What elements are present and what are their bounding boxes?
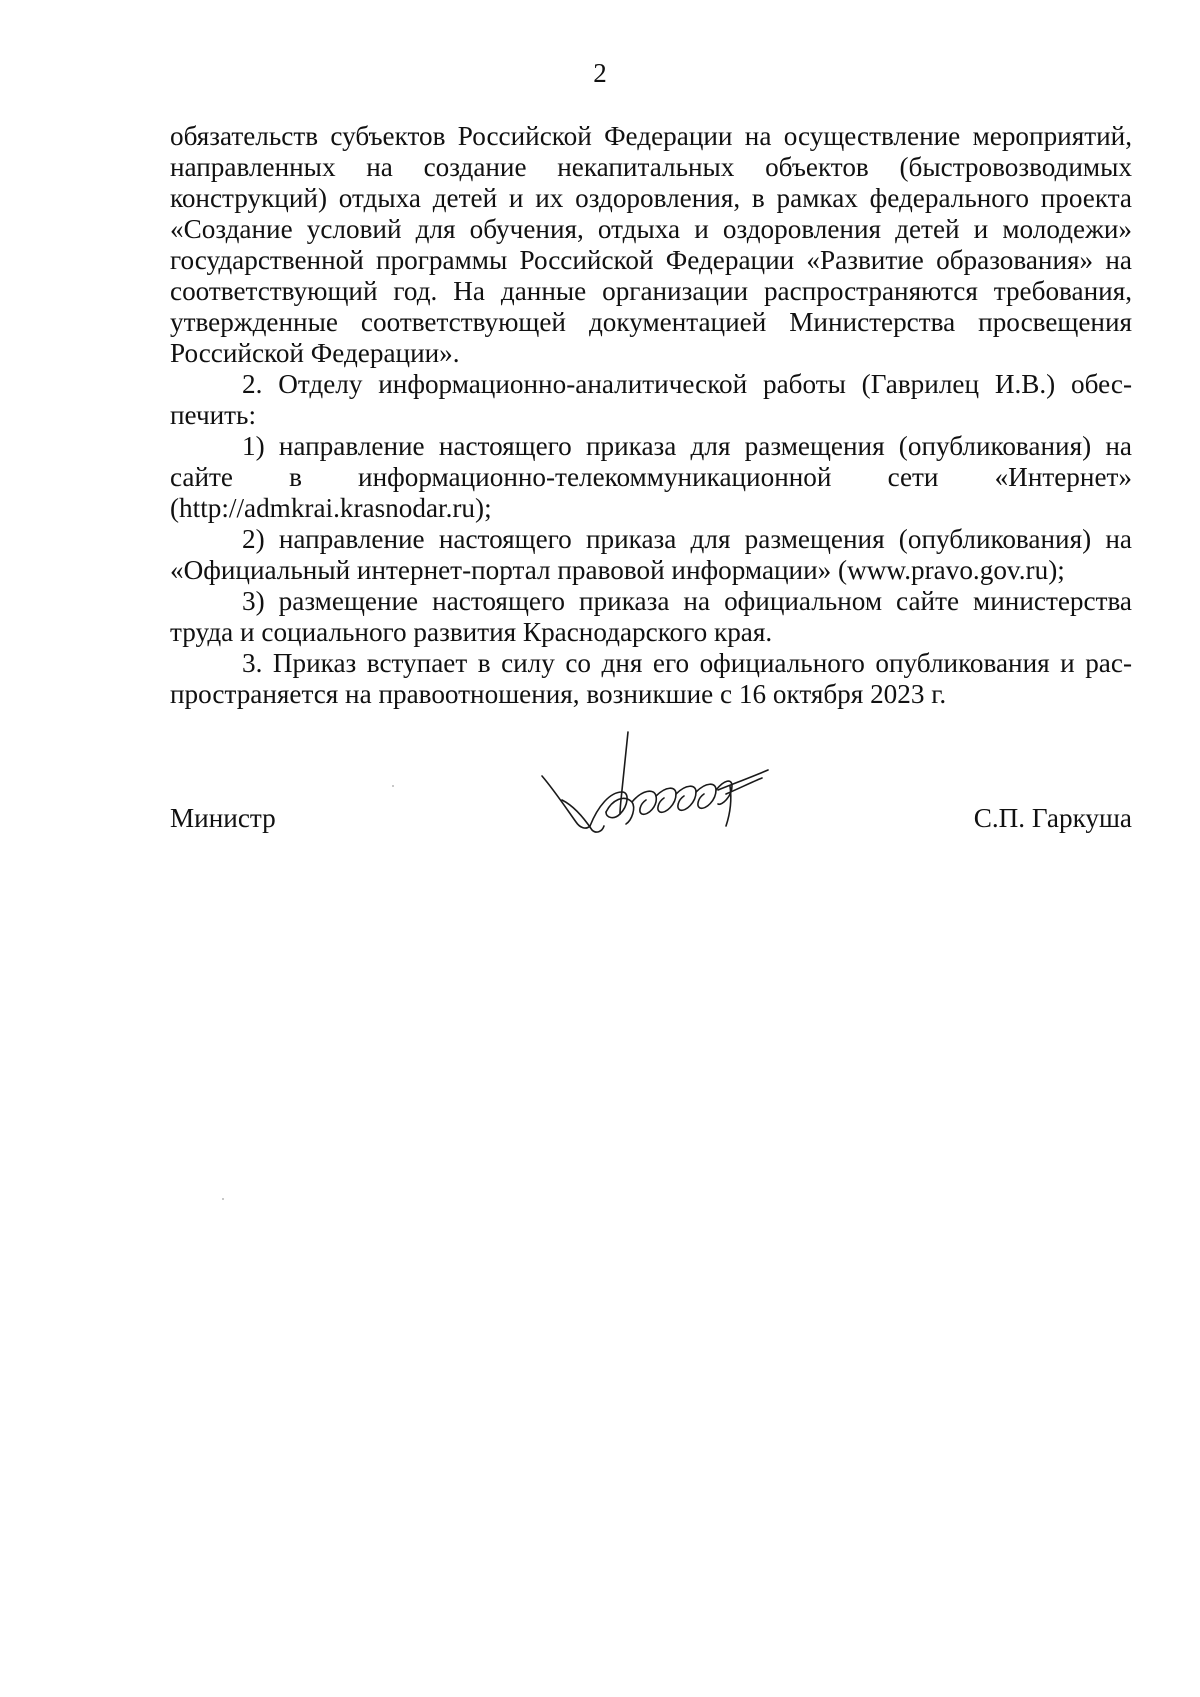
paragraph-subitem-2: 2) направление настоящего приказа для размещения (опубликования) на «Официальный интернет-портал правовой информации» (www.pravo.gov.ru); [170,524,1132,585]
page-number: 2 [593,58,607,88]
signature-block [170,780,1132,870]
handwritten-signature [540,730,770,860]
paragraph-subitem-1: 1) направление настоящего приказа для размещения (опубликования) на сайте в информационно-телекоммуникационной сети «Интернет» (http://admkrai.krasnodar.ru); [170,431,1132,523]
signer-position: Министр [170,803,276,833]
paragraph-continuation: обязательств субъектов Российской Федерации на осуществление мероприятий, направленных на создание некапитальных объектов (быстровозводимых конструкций) отдыха детей и их оздоровления, в рамках федерального проекта «Создание условий для обучения, отдыха и оздоровления детей и молодежи» государственной программы Российской Федерации «Развитие образования» на соответствующий год. На данные организации распространяются требования, утвержденные соответствующей документацией Министерства просвещения Российской Федерации». [170,121,1132,368]
document-body [170,121,1132,710]
scan-speck [222,1198,224,1200]
paragraph-item-3: 3. Приказ вступает в силу со дня его официального опубликования и распространяется на правоотношения, возникшие с 16 октября 2023 г. [170,648,1132,709]
scan-speck [392,785,394,787]
paragraph-item-2: 2. Отделу информационно-аналитической работы (Гаврилец И.В.) обеспечить: [170,369,1132,430]
paragraph-subitem-3: 3) размещение настоящего приказа на официальном сайте министерства труда и социального развития Краснодарского края. [170,586,1132,647]
signer-name: С.П. Гаркуша [973,803,1132,833]
